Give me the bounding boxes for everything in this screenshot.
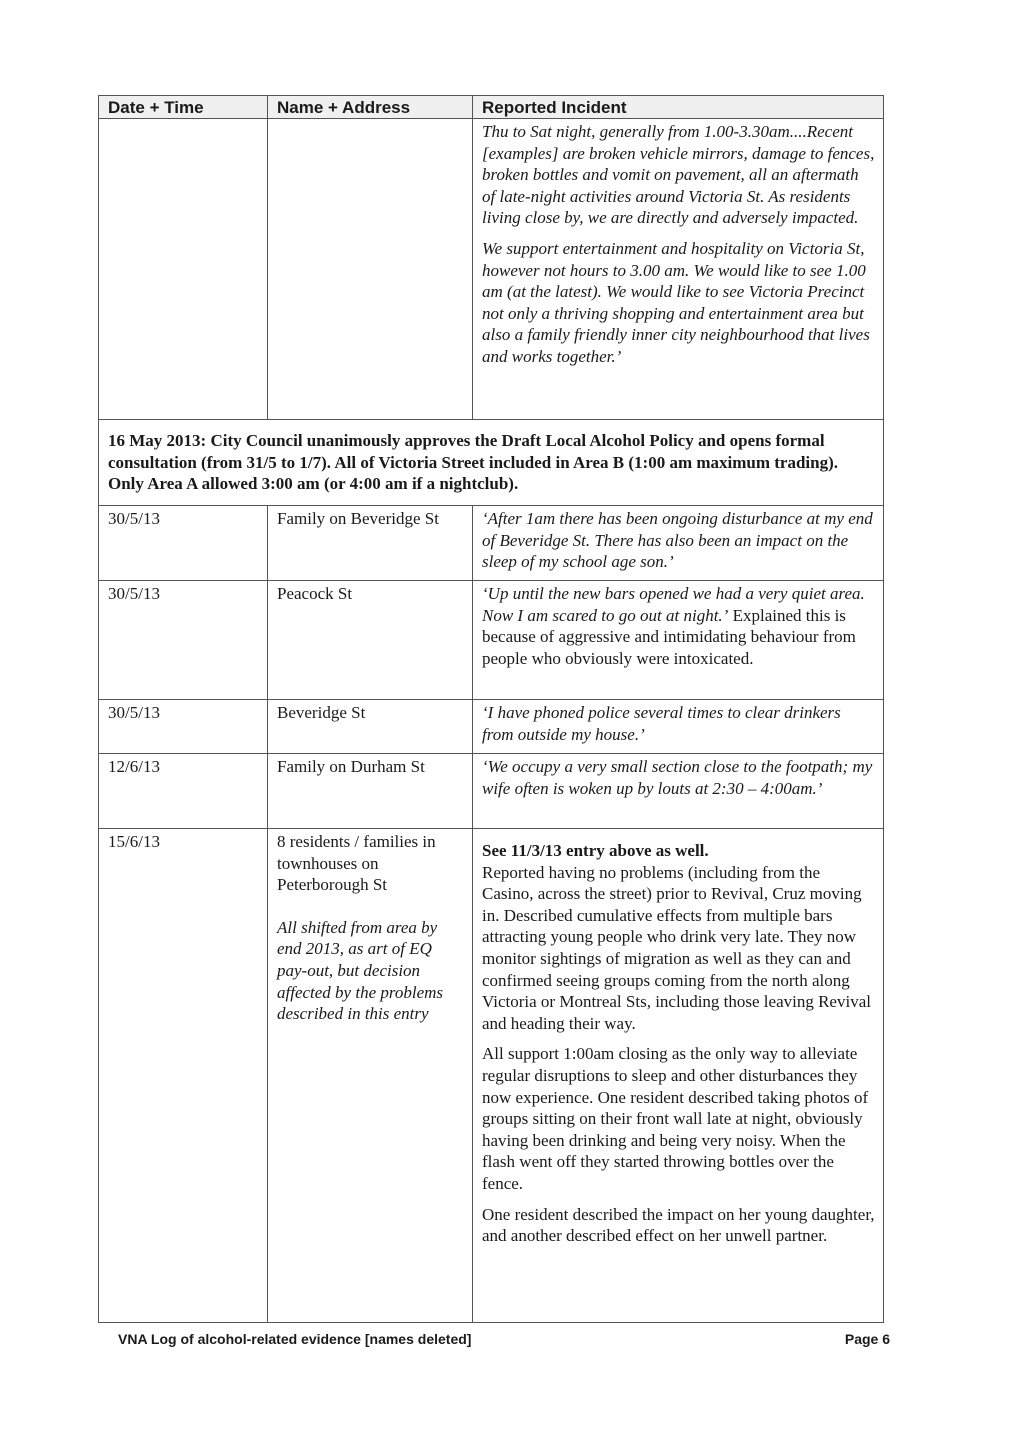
cell-incident	[473, 829, 884, 1323]
cell-date: 30/5/13	[99, 700, 268, 754]
incident-paragraph: All support 1:00am closing as the only way to alleviate regular disruptions to sleep and other disturbances they now experience. One resident described taking photos of groups sitting on their front wall late at night, obviously having been drinking and being very noisy. When the flash went off they started throwing bottles over the fence.	[482, 1044, 869, 1193]
table-row	[99, 506, 884, 581]
header-reported-incident: Reported Incident	[473, 96, 884, 119]
table-row	[99, 829, 884, 1323]
table-row-banner	[99, 420, 884, 506]
incident-paragraph: We support entertainment and hospitality on Victoria St, however not hours to 3.00 am. We would like to see 1.00 am (at the latest). We would like to see Victoria Precinct not only a thriving shopping and entertainment area but also a family friendly inner city neighbourhood that lives and works together.’	[482, 238, 870, 366]
cell-incident: ‘After 1am there has been ongoing disturbance at my end of Beveridge St. There has also been an impact on the sleep of my school age son.’	[473, 506, 884, 581]
cell-date	[99, 119, 268, 420]
cell-incident: ‘I have phoned police several times to clear drinkers from outside my house.’	[473, 700, 884, 754]
cell-name	[268, 119, 473, 420]
cell-date: 12/6/13	[99, 754, 268, 829]
footer-title: VNA Log of alcohol-related evidence [names deleted]	[118, 1331, 472, 1347]
cell-name	[268, 829, 473, 1323]
cell-name: Family on Beveridge St	[268, 506, 473, 581]
cell-incident	[473, 119, 884, 420]
cell-incident	[473, 581, 884, 700]
incident-paragraph: Thu to Sat night, generally from 1.00-3.30am....Recent [examples] are broken vehicle mirrors, damage to fences, broken bottles and vomit on pavement, all an aftermath of late-night activities around Victoria St. As residents living close by, we are directly and adversely impacted.	[482, 122, 875, 228]
page-number: Page 6	[844, 1331, 890, 1347]
cell-incident: ‘We occupy a very small section close to the footpath; my wife often is woken up by louts at 2:30 – 4:00am.’	[473, 754, 884, 829]
incident-paragraph: Reported having no problems (including from the Casino, across the street) prior to Revival, Cruz moving in. Described cumulative effects from multiple bars attracting young people who drink very late. They now monitor sightings of migration as well as they can and confirmed seeing groups coming from the north along Victoria or Montreal Sts, including those leaving Revival and heading their way.	[482, 862, 871, 1033]
incident-lead: See 11/3/13 entry above as well.	[482, 841, 709, 860]
header-name-address: Name + Address	[268, 96, 473, 119]
cell-name: Beveridge St	[268, 700, 473, 754]
table-row-continuation	[99, 119, 884, 420]
cell-name: Peacock St	[268, 581, 473, 700]
table-row	[99, 581, 884, 700]
evidence-log-table	[98, 95, 884, 1323]
table-row	[99, 754, 884, 829]
name-note: All shifted from area by end 2013, as art of EQ pay-out, but decision affected by the problems described in this entry	[277, 917, 444, 1024]
incident-note: Explained this is because of aggressive and intimidating behaviour from people who obviously were intoxicated.	[482, 605, 856, 668]
cell-date: 30/5/13	[99, 581, 268, 700]
page-footer	[118, 1331, 890, 1347]
cell-date: 15/6/13	[99, 829, 268, 1323]
cell-date: 30/5/13	[99, 506, 268, 581]
table-row	[99, 700, 884, 754]
header-date-time: Date + Time	[99, 96, 268, 119]
cell-name: Family on Durham St	[268, 754, 473, 829]
incident-paragraph: One resident described the impact on her young daughter, and another described effect on her unwell partner.	[482, 1204, 875, 1246]
name-text: 8 residents / families in townhouses on Peterborough St	[277, 832, 436, 895]
table-header-row	[99, 96, 884, 119]
policy-banner: 16 May 2013: City Council unanimously approves the Draft Local Alcohol Policy and opens formal consultation (from 31/5 to 1/7). All of Victoria Street included in Area B (1:00 am maximum trading). Only Area A allowed 3:00 am (or 4:00 am if a nightclub).	[99, 420, 884, 506]
incident-quote: ‘Up until the new bars opened we had a very quiet area. Now I am scared to go out at night.’	[482, 584, 865, 625]
